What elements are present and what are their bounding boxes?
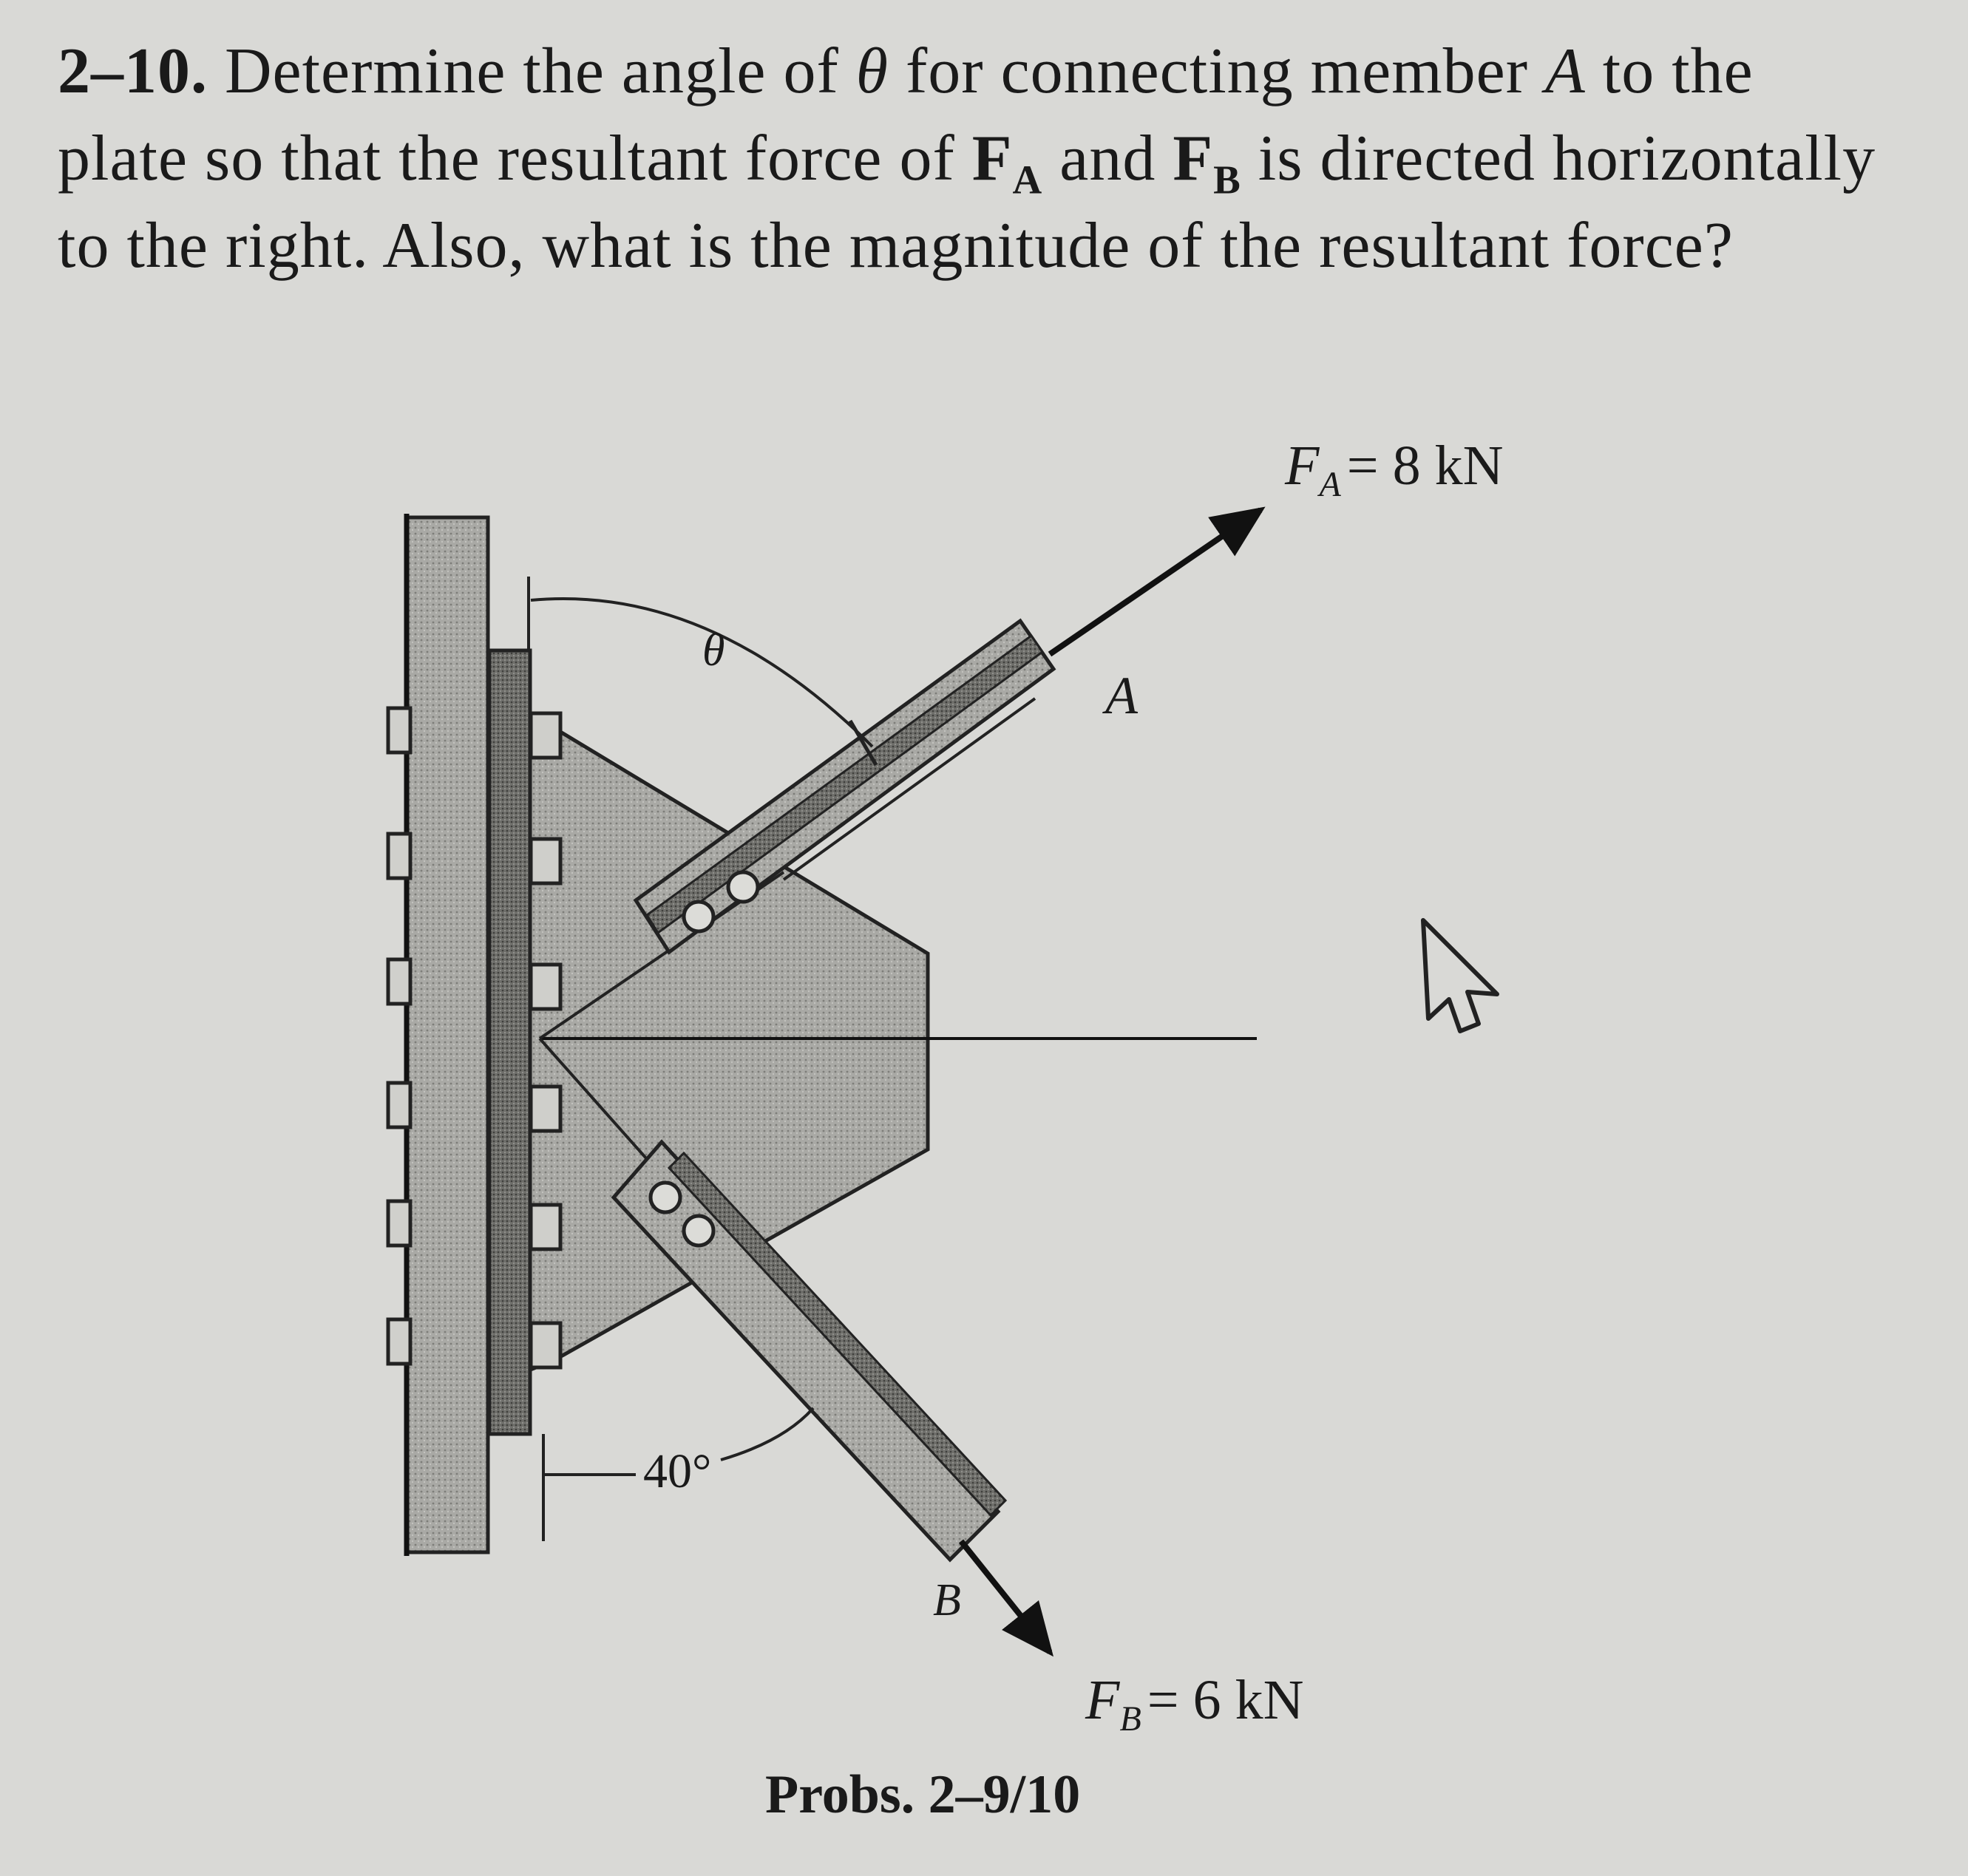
problem-text-4: directed horizontally to the right. Also, what is the magnitude [58, 123, 1876, 282]
problem-text-5: of the resultant force? [1147, 210, 1734, 282]
is-word: is [1258, 123, 1303, 194]
force-b-symbol: $F_B$ [1173, 123, 1241, 203]
problem-text-2: for connecting member [906, 35, 1529, 107]
force-b-label: $F_B = 6$ kN [1085, 1669, 1304, 1739]
force-b-arrow [961, 1541, 1050, 1652]
theta-arc [531, 599, 872, 747]
theta-label: θ [702, 625, 725, 676]
theta-symbol: θ [855, 35, 889, 107]
force-a-label: $F_A = 8$ kN [1285, 435, 1504, 504]
member-symbol: A [1545, 35, 1586, 107]
member-a-label: A [1105, 666, 1138, 725]
problem-text-3: to the plate so that the resultant force of [58, 35, 1754, 194]
angle-40-label: 40° [643, 1444, 712, 1498]
force-a-arrow [1050, 510, 1260, 654]
problem-number: 2–10. [58, 35, 208, 107]
member-b-label: B [933, 1575, 961, 1625]
angle-40-arc [721, 1408, 813, 1460]
and-word: and [1059, 123, 1156, 194]
figure-caption: Probs. 2–9/10 [765, 1764, 1081, 1825]
cursor-icon [1423, 920, 1497, 1031]
angle-flange [489, 650, 530, 1434]
force-a-symbol: $F_A$ [971, 123, 1043, 203]
problem-text-1: Determine the angle of [225, 35, 839, 107]
wall-column [407, 517, 488, 1552]
